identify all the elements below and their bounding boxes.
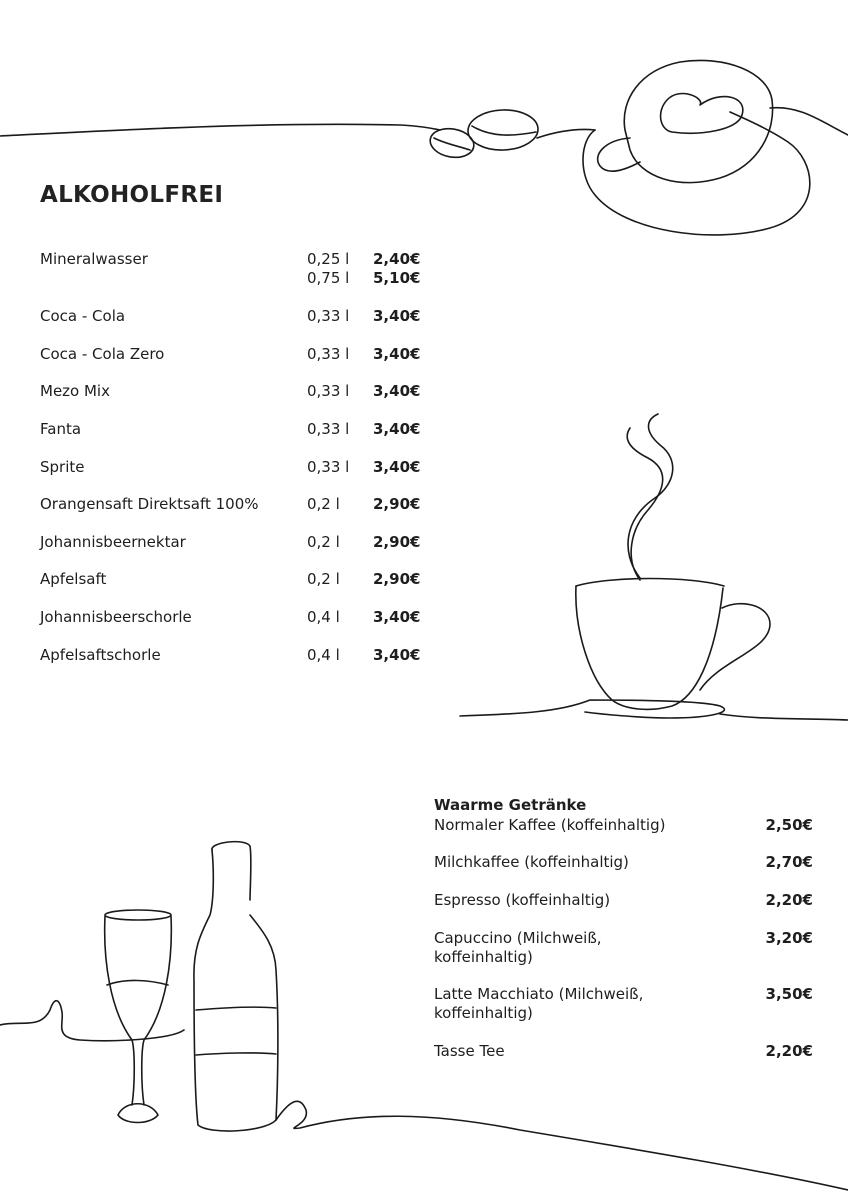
item-name: Sprite bbox=[40, 458, 85, 476]
warm-drinks-list bbox=[434, 796, 816, 1060]
item-volume: 0,33 l bbox=[307, 382, 350, 400]
item-volume: 0,33 l bbox=[307, 420, 350, 438]
item-volume: 0,2 l bbox=[307, 495, 340, 513]
item-price: 3,40€ bbox=[373, 345, 421, 363]
item-volume: 0,25 l bbox=[307, 250, 350, 268]
item-name: Coca - Cola bbox=[40, 307, 126, 325]
section-title-warm-drinks: Waarme Getränke bbox=[434, 796, 587, 814]
item-price: 2,90€ bbox=[373, 495, 421, 513]
item-volume: 0,4 l bbox=[307, 608, 340, 626]
item-name: Coca - Cola Zero bbox=[40, 345, 165, 363]
item-volume: 0,33 l bbox=[307, 307, 350, 325]
item-name: Tasse Tee bbox=[434, 1042, 505, 1060]
item-price: 2,40€ bbox=[373, 250, 421, 268]
item-price-2: 5,10€ bbox=[373, 269, 421, 287]
item-price: 3,40€ bbox=[373, 608, 421, 626]
item-price: 2,90€ bbox=[373, 533, 421, 551]
steaming-cup-icon bbox=[460, 414, 848, 720]
coffee-cup-saucer-icon bbox=[0, 60, 848, 235]
item-price: 3,40€ bbox=[373, 420, 421, 438]
item-name: Milchkaffee (koffeinhaltig) bbox=[434, 853, 629, 871]
item-price: 2,50€ bbox=[765, 816, 813, 834]
item-name: Normaler Kaffee (koffeinhaltig) bbox=[434, 816, 666, 834]
item-price: 2,20€ bbox=[765, 1042, 813, 1060]
item-volume-2: 0,75 l bbox=[307, 269, 350, 287]
item-volume: 0,2 l bbox=[307, 533, 340, 551]
item-price: 3,20€ bbox=[765, 929, 813, 947]
item-volume: 0,33 l bbox=[307, 345, 350, 363]
item-price: 3,50€ bbox=[765, 985, 813, 1003]
section-title-alkoholfrei: ALKOHOLFREI bbox=[40, 182, 224, 208]
item-name: Mezo Mix bbox=[40, 382, 110, 400]
item-name: Apfelsaft bbox=[40, 570, 107, 588]
item-volume: 0,33 l bbox=[307, 458, 350, 476]
item-name: Fanta bbox=[40, 420, 82, 438]
item-name: Johannisbeernektar bbox=[40, 533, 186, 551]
item-volume: 0,4 l bbox=[307, 646, 340, 664]
item-name: Orangensaft Direktsaft 100% bbox=[40, 495, 259, 513]
item-price: 2,70€ bbox=[765, 853, 813, 871]
item-name: Capuccino (Milchweiß, koffeinhaltig) bbox=[434, 929, 602, 966]
item-name: Johannisbeerschorle bbox=[40, 608, 192, 626]
item-volume: 0,2 l bbox=[307, 570, 340, 588]
item-price: 3,40€ bbox=[373, 307, 421, 325]
item-name: Espresso (koffeinhaltig) bbox=[434, 891, 611, 909]
item-name: Mineralwasser bbox=[40, 250, 148, 268]
item-name: Apfelsaftschorle bbox=[40, 646, 161, 664]
item-price: 3,40€ bbox=[373, 646, 421, 664]
item-price: 2,90€ bbox=[373, 570, 421, 588]
item-price: 3,40€ bbox=[373, 458, 421, 476]
item-price: 3,40€ bbox=[373, 382, 421, 400]
item-name: Latte Macchiato (Milchweiß, koffeinhaltig) bbox=[434, 985, 644, 1022]
item-price: 2,20€ bbox=[765, 891, 813, 909]
